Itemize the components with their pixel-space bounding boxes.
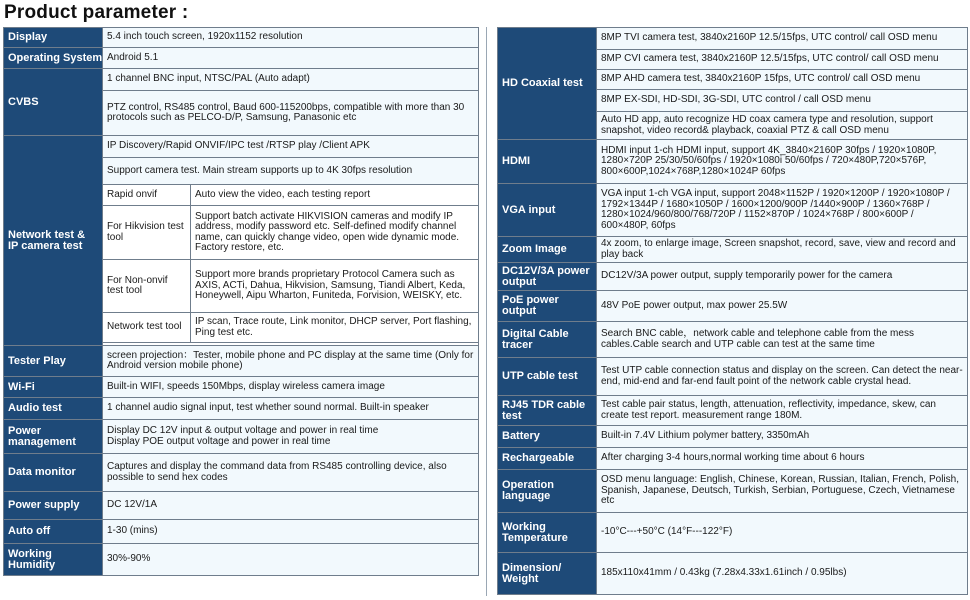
- spec-value-power-management: [103, 420, 479, 454]
- spec-row-power-management: [4, 420, 479, 454]
- spec-value-power-management-1: Display DC 12V input & output voltage and power in real time: [107, 425, 379, 436]
- spec-label-poe-output: PoE power output: [498, 291, 597, 322]
- spec-sublabel-non-onvif: For Non-onvif test tool: [103, 260, 191, 313]
- spec-row-temperature: [498, 513, 968, 553]
- spec-row-dimension: [498, 553, 968, 595]
- spec-label-power-supply: Power supply: [4, 492, 103, 520]
- spec-value-tester-play: screen projection：Tester, mobile phone and PC display at the same time (Only for Android version mobile phone): [103, 346, 479, 377]
- spec-value-network-2: Support camera test. Main stream supports up to 4K 30fps resolution: [103, 158, 479, 185]
- spec-value-dc-output: DC12V/3A power output, supply temporarily power for the camera: [597, 263, 968, 291]
- spec-row-data-monitor: [4, 454, 479, 492]
- spec-row-humidity: [4, 544, 479, 576]
- spec-value-cvbs-1: 1 channel BNC input, NTSC/PAL (Auto adapt): [103, 69, 479, 91]
- spec-row-dc-output: [498, 263, 968, 291]
- spec-value-hdmi: HDMI input 1-ch HDMI input, support 4K_3840×2160P 30fps / 1920×1080P, 1280×720P 25/30/50/60fps / 1920×1080i 50/60fps / 720×480P,720×576P, 800×600P,1024×768P,1280×1024P 60fps: [597, 140, 968, 184]
- spec-value-battery: Built-in 7.4V Lithium polymer battery, 3350mAh: [597, 426, 968, 448]
- spec-row-wifi: [4, 377, 479, 398]
- spec-sublabel-rapid-onvif: Rapid onvif: [103, 185, 191, 206]
- spec-row-cvbs: [4, 69, 479, 91]
- spec-row-cable-tracer: [498, 322, 968, 358]
- spec-value-rapid-onvif: Auto view the video, each testing report: [191, 185, 479, 206]
- spec-value-temperature: -10°C---+50°C (14°F---122°F): [597, 513, 968, 553]
- spec-label-cvbs: CVBS: [4, 69, 103, 136]
- spec-label-display: Display: [4, 28, 103, 48]
- spec-row-language: [498, 470, 968, 513]
- spec-value-cvbs-2: PTZ control, RS485 control, Baud 600-115200bps, compatible with more than 30 protocols such as PELCO-D/P, Samsung, Panasonic etc: [103, 91, 479, 136]
- spec-value-power-supply: DC 12V/1A: [103, 492, 479, 520]
- right-spec-table: [497, 27, 968, 595]
- spec-label-cable-tracer: Digital Cable tracer: [498, 322, 597, 358]
- spec-value-network-1: IP Discovery/Rapid ONVIF/IPC test /RTSP play /Client APK: [103, 136, 479, 158]
- spec-label-dc-output: DC12V/3A power output: [498, 263, 597, 291]
- spec-label-wifi: Wi-Fi: [4, 377, 103, 398]
- spec-value-os: Android 5.1: [103, 48, 479, 69]
- spec-value-language: OSD menu language: English, Chinese, Korean, Russian, Italian, French, Polish, Spanish, Japanese, Deutsch, Turkish, Serbian, Portuguese, Czech, Vietnamese etc: [597, 470, 968, 513]
- spec-sublabel-hikvision: For Hikvision test tool: [103, 206, 191, 260]
- spec-label-vga: VGA input: [498, 184, 597, 237]
- spec-row-power-supply: [4, 492, 479, 520]
- spec-value-wifi: Built-in WIFI, speeds 150Mbps, display wireless camera image: [103, 377, 479, 398]
- spec-label-hd-coax: HD Coaxial test: [498, 28, 597, 140]
- spec-value-zoom: 4x zoom, to enlarge image, Screen snapshot, record, save, view and record and play back: [597, 237, 968, 263]
- spec-value-power-management-2: Display POE output voltage and power in real time: [107, 435, 331, 447]
- spec-label-tdr: RJ45 TDR cable test: [498, 396, 597, 426]
- spec-value-audio: 1 channel audio signal input, test whether sound normal. Built-in speaker: [103, 398, 479, 420]
- spec-value-non-onvif: Support more brands proprietary Protocol Camera such as AXIS, ACTi, Dahua, Hikvision, Samsung, Tiandi Albert, Keda, Honeywell, Aipu Wharton, Funiteda, Forvision, WEISKY, etc.: [191, 260, 479, 313]
- spec-row-battery: [498, 426, 968, 448]
- spec-value-hd-coax-5: Auto HD app, auto recognize HD coax camera type and resolution, support snapshot, video record& playback, coaxial PTZ & call OSD menu: [597, 112, 968, 140]
- spec-row-zoom: [498, 237, 968, 263]
- spec-row-utp: [498, 358, 968, 396]
- spec-label-rechargeable: Rechargeable: [498, 448, 597, 470]
- spec-label-audio: Audio test: [4, 398, 103, 420]
- spec-value-cable-tracer: Search BNC cable，network cable and telephone cable from the mess cables.Cable search and UTP cable can test at the same time: [597, 322, 968, 358]
- spec-row-poe-output: [498, 291, 968, 322]
- spec-row-audio: [4, 398, 479, 420]
- spec-label-zoom: Zoom Image: [498, 237, 597, 263]
- spec-row-tdr: [498, 396, 968, 426]
- spec-value-utp: Test UTP cable connection status and display on the screen. Can detect the near-end, mid-end and far-end fault point of the network cable crystal head.: [597, 358, 968, 396]
- spec-label-data-monitor: Data monitor: [4, 454, 103, 492]
- spec-label-tester-play: Tester Play: [4, 346, 103, 377]
- spec-value-humidity: 30%-90%: [103, 544, 479, 576]
- spec-value-display: 5.4 inch touch screen, 1920x1152 resolution: [103, 28, 479, 48]
- spec-value-hd-coax-3: 8MP AHD camera test, 3840x2160P 15fps, UTC control/ call OSD menu: [597, 70, 968, 90]
- spec-row-hd-coax: [498, 28, 968, 50]
- spec-row-auto-off: [4, 520, 479, 544]
- spec-label-auto-off: Auto off: [4, 520, 103, 544]
- spec-label-network: Network test & IP camera test: [4, 136, 103, 346]
- spec-label-os: Operating System: [4, 48, 103, 69]
- spec-value-rechargeable: After charging 3-4 hours,normal working time about 6 hours: [597, 448, 968, 470]
- spec-value-hikvision: Support batch activate HIKVISION cameras and modify IP address, modify password etc. Self-defined modify channel name, can quickly change video, open wide dynamic mode. Factory restore, etc.: [191, 206, 479, 260]
- spec-row-rechargeable: [498, 448, 968, 470]
- spec-value-data-monitor: Captures and display the command data from RS485 controlling device, also possible to send hex codes: [103, 454, 479, 492]
- spec-value-tdr: Test cable pair status, length, attenuation, reflectivity, impedance, skew, can create test report. measurement range 180M.: [597, 396, 968, 426]
- spec-row-os: [4, 48, 479, 69]
- spec-value-network-tool: IP scan, Trace route, Link monitor, DHCP server, Port flashing, Ping test etc.: [191, 313, 479, 343]
- spec-value-dimension: 185x110x41mm / 0.43kg (7.28x4.33x1.61inch / 0.95lbs): [597, 553, 968, 595]
- spec-value-hd-coax-4: 8MP EX-SDI, HD-SDI, 3G-SDI, UTC control / call OSD menu: [597, 90, 968, 112]
- spec-row-display: [4, 28, 479, 48]
- spec-row-hdmi: [498, 140, 968, 184]
- spec-label-battery: Battery: [498, 426, 597, 448]
- page-title: Product parameter :: [4, 2, 189, 23]
- spec-row-tester-play: [4, 346, 479, 377]
- spec-label-power-management: Power management: [4, 420, 103, 454]
- spec-value-poe-output: 48V PoE power output, max power 25.5W: [597, 291, 968, 322]
- spec-label-humidity: Working Humidity: [4, 544, 103, 576]
- spec-label-hdmi: HDMI: [498, 140, 597, 184]
- column-divider: [486, 27, 487, 596]
- spec-row-vga: [498, 184, 968, 237]
- spec-sublabel-network-tool: Network test tool: [103, 313, 191, 343]
- spec-value-vga: VGA input 1-ch VGA input, support 2048×1152P / 1920×1200P / 1920×1080P / 1792×1344P / 1680×1050P / 1600×1200/900P /1440×900P / 1360×768P / 1280×1024/960/800/768/720P / 1152×870P / 1024×768P / 800×600P / 600×480P, 60fps: [597, 184, 968, 237]
- spec-label-language: Operation language: [498, 470, 597, 513]
- spec-value-auto-off: 1-30 (mins): [103, 520, 479, 544]
- spec-row-network: [4, 136, 479, 158]
- left-spec-table: [3, 27, 479, 576]
- spec-value-hd-coax-1: 8MP TVI camera test, 3840x2160P 12.5/15fps, UTC control/ call OSD menu: [597, 28, 968, 50]
- spec-value-hd-coax-2: 8MP CVI camera test, 3840x2160P 12.5/15fps, UTC control/ call OSD menu: [597, 50, 968, 70]
- spec-label-utp: UTP cable test: [498, 358, 597, 396]
- spec-label-temperature: Working Temperature: [498, 513, 597, 553]
- spec-label-dimension: Dimension/ Weight: [498, 553, 597, 595]
